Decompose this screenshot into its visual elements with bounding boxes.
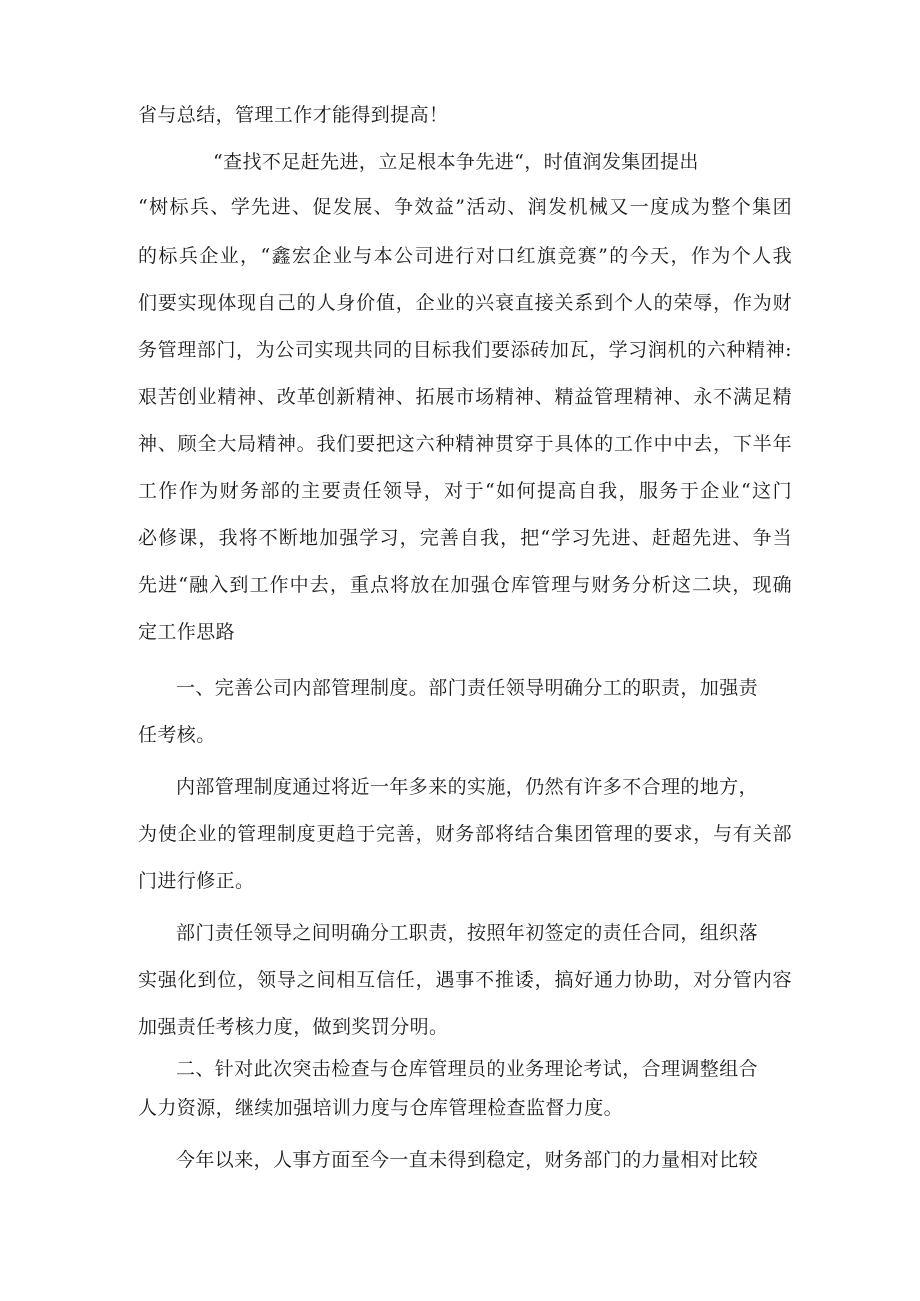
text-line: “查找不足赶先进，立足根本争先进“，时值润发集团提出 <box>213 151 699 173</box>
text-line: 部门责任领导之间明确分工职责，按照年初签定的责任合同，组织落 <box>176 922 759 944</box>
text-line: 神、顾全大局精神。我们要把这六种精神贯穿于具体的工作中中去，下半年 <box>138 433 792 455</box>
section-heading: 二、针对此次突击检查与仓库管理员的业务理论考试，合理调整组合 <box>176 1058 759 1080</box>
text-line: 门进行修正。 <box>138 870 255 892</box>
text-line: 先进“融入到工作中去，重点将放在加强仓库管理与财务分析这二块，现确 <box>138 574 792 596</box>
text-line: 的标兵企业，“鑫宏企业与本公司进行对口红旗竞赛”的今天，作为个人我 <box>138 245 792 267</box>
text-line: 艰苦创业精神、改革创新精神、拓展市场精神、精益管理精神、永不满足精 <box>138 386 792 408</box>
text-line: 人力资源，继续加强培训力度与仓库管理检查监督力度。 <box>138 1097 624 1119</box>
text-line: 为使企业的管理制度更趋于完善，财务部将结合集团管理的要求，与有关部 <box>138 823 792 845</box>
text-line: “树标兵、学先进、促发展、争效益”活动、润发机械又一度成为整个集团 <box>138 196 792 218</box>
text-line: 省与总结，管理工作才能得到提高！ <box>138 104 449 126</box>
text-line: 内部管理制度通过将近一年多来的实施，仍然有许多不合理的地方， <box>176 776 759 798</box>
text-line: 今年以来，人事方面至今一直未得到稳定，财务部门的力量相对比较 <box>176 1149 759 1171</box>
text-line: 定工作思路 <box>138 621 236 643</box>
text-line: 加强责任考核力度，做到奖罚分明。 <box>138 1016 449 1038</box>
text-line: 任考核。 <box>138 724 216 746</box>
text-line: 必修课，我将不断地加强学习，完善自我，把“学习先进、赶超先进、争当 <box>138 527 792 549</box>
section-heading: 一、完善公司内部管理制度。部门责任领导明确分工的职责，加强责 <box>176 677 759 699</box>
text-line: 工作作为财务部的主要责任领导，对于“如何提高自我，服务于企业“这门 <box>138 480 792 502</box>
text-line: 务管理部门，为公司实现共同的目标我们要添砖加瓦，学习润机的六种精神: <box>138 339 792 361</box>
text-line: 们要实现体现自己的人身价值，企业的兴衰直接关系到个人的荣辱，作为财 <box>138 292 792 314</box>
text-line: 实强化到位，领导之间相互信任，遇事不推诿，搞好通力协助，对分管内容 <box>138 969 792 991</box>
